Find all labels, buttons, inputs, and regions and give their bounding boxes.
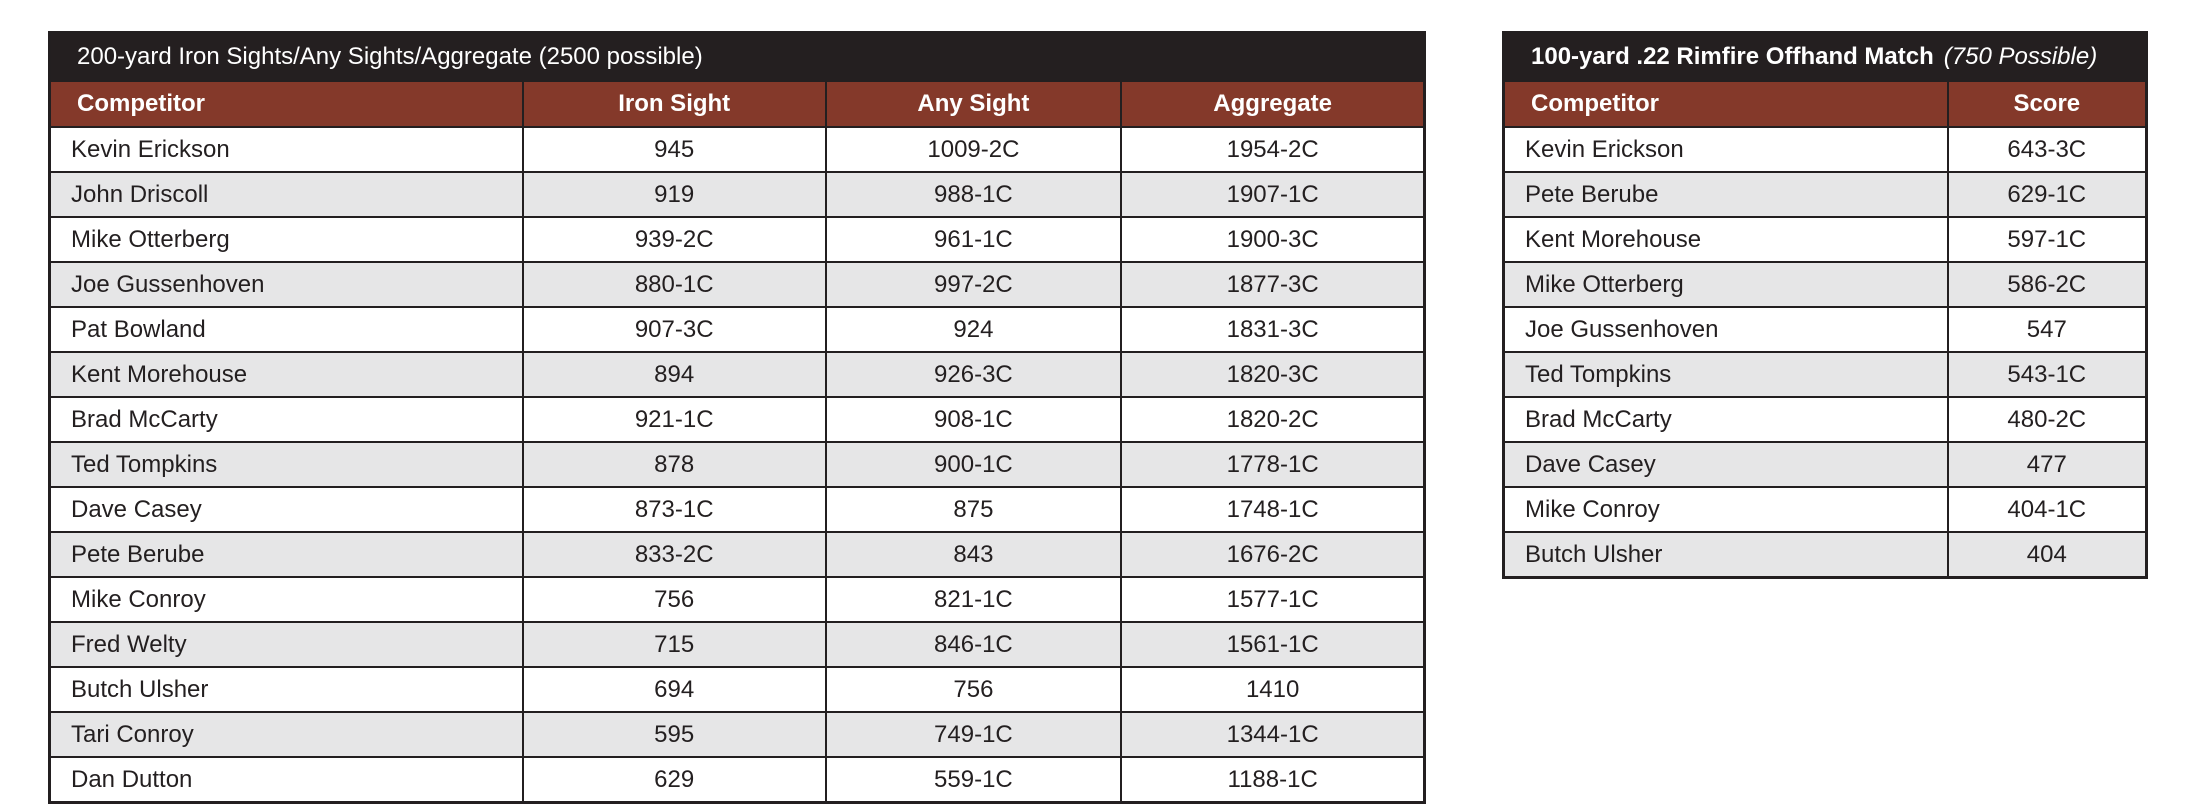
score-value: 404-1C	[1947, 488, 2145, 531]
score-value: 939-2C	[522, 218, 825, 261]
score-value: 1820-2C	[1120, 398, 1423, 441]
competitor-name: Kevin Erickson	[1525, 135, 1684, 163]
score-value: 480-2C	[1947, 398, 2145, 441]
table-row	[1505, 126, 2145, 171]
table-row	[1505, 171, 2145, 216]
competitor-name: John Driscoll	[71, 180, 209, 208]
score-value: 597-1C	[1947, 218, 2145, 261]
table-row	[51, 261, 1423, 306]
table-title-suffix: (750 Possible)	[1943, 43, 2098, 70]
table-row	[51, 126, 1423, 171]
table-row	[1505, 396, 2145, 441]
column-header: Aggregate	[1120, 82, 1423, 126]
score-value: 477	[1947, 443, 2145, 486]
table-row	[51, 621, 1423, 666]
table-row	[1505, 216, 2145, 261]
table-row	[51, 306, 1423, 351]
score-value: 1907-1C	[1120, 173, 1423, 216]
score-value: 878	[522, 443, 825, 486]
table-row	[1505, 441, 2145, 486]
score-value: 1344-1C	[1120, 713, 1423, 756]
score-value: 543-1C	[1947, 353, 2145, 396]
table-row	[51, 711, 1423, 756]
score-value: 945	[522, 128, 825, 171]
score-value: 547	[1947, 308, 2145, 351]
table-row	[51, 576, 1423, 621]
competitor-name: Dave Casey	[71, 495, 202, 523]
column-header: Competitor	[1531, 90, 1659, 117]
results-table-100yard	[1502, 31, 2148, 579]
competitor-name: Tari Conroy	[71, 720, 194, 748]
score-value: 921-1C	[522, 398, 825, 441]
score-value: 1954-2C	[1120, 128, 1423, 171]
score-value: 1561-1C	[1120, 623, 1423, 666]
column-header: Any Sight	[825, 82, 1121, 126]
table-row	[1505, 261, 2145, 306]
score-value: 586-2C	[1947, 263, 2145, 306]
score-value: 907-3C	[522, 308, 825, 351]
score-value: 997-2C	[825, 263, 1121, 306]
table-row	[51, 171, 1423, 216]
competitor-name: Ted Tompkins	[1525, 360, 1672, 388]
score-value: 846-1C	[825, 623, 1121, 666]
table-body	[51, 126, 1423, 801]
competitor-name: Fred Welty	[71, 630, 187, 658]
score-value: 595	[522, 713, 825, 756]
score-value: 894	[522, 353, 825, 396]
table-body	[1505, 126, 2145, 576]
table-row	[51, 486, 1423, 531]
table-title-bar	[51, 34, 1423, 80]
competitor-name: Dave Casey	[1525, 450, 1656, 478]
score-value: 1778-1C	[1120, 443, 1423, 486]
table-title: 100-yard .22 Rimfire Offhand Match	[1531, 43, 1934, 70]
table-row	[51, 666, 1423, 711]
table-row	[1505, 531, 2145, 576]
header-row	[51, 80, 1423, 126]
score-value: 873-1C	[522, 488, 825, 531]
score-value: 1831-3C	[1120, 308, 1423, 351]
score-value: 629	[522, 758, 825, 801]
score-value: 1877-3C	[1120, 263, 1423, 306]
competitor-name: Mike Otterberg	[1525, 270, 1684, 298]
competitor-name: Mike Conroy	[71, 585, 206, 613]
score-value: 875	[825, 488, 1121, 531]
competitor-name: Pete Berube	[1525, 180, 1659, 208]
score-value: 1188-1C	[1120, 758, 1423, 801]
table-row	[51, 441, 1423, 486]
competitor-name: Kevin Erickson	[71, 135, 230, 163]
score-value: 1820-3C	[1120, 353, 1423, 396]
column-header: Iron Sight	[522, 82, 825, 126]
score-value: 1676-2C	[1120, 533, 1423, 576]
score-value: 900-1C	[825, 443, 1121, 486]
competitor-name: Brad McCarty	[1525, 405, 1672, 433]
competitor-name: Mike Conroy	[1525, 495, 1660, 523]
score-value: 821-1C	[825, 578, 1121, 621]
score-value: 559-1C	[825, 758, 1121, 801]
score-value: 1410	[1120, 668, 1423, 711]
score-value: 1900-3C	[1120, 218, 1423, 261]
score-value: 749-1C	[825, 713, 1121, 756]
score-value: 924	[825, 308, 1121, 351]
competitor-name: Joe Gussenhoven	[1525, 315, 1719, 343]
score-value: 629-1C	[1947, 173, 2145, 216]
competitor-name: Butch Ulsher	[1525, 540, 1663, 568]
score-value: 908-1C	[825, 398, 1121, 441]
competitor-name: Kent Morehouse	[1525, 225, 1702, 253]
competitor-name: Butch Ulsher	[71, 675, 209, 703]
score-value: 756	[825, 668, 1121, 711]
score-value: 880-1C	[522, 263, 825, 306]
competitor-name: Dan Dutton	[71, 765, 193, 793]
table-row	[51, 216, 1423, 261]
score-value: 694	[522, 668, 825, 711]
table-row	[51, 756, 1423, 801]
table-row	[1505, 486, 2145, 531]
competitor-name: Brad McCarty	[71, 405, 218, 433]
score-value: 926-3C	[825, 353, 1121, 396]
score-value: 643-3C	[1947, 128, 2145, 171]
table-title: 200-yard Iron Sights/Any Sights/Aggregate (2500 possible)	[77, 43, 703, 70]
header-row	[1505, 80, 2145, 126]
score-value: 988-1C	[825, 173, 1121, 216]
score-value: 919	[522, 173, 825, 216]
column-header: Score	[1947, 82, 2145, 126]
score-value: 961-1C	[825, 218, 1121, 261]
score-value: 1577-1C	[1120, 578, 1423, 621]
table-row	[1505, 351, 2145, 396]
competitor-name: Pete Berube	[71, 540, 205, 568]
competitor-name: Joe Gussenhoven	[71, 270, 265, 298]
table-row	[51, 351, 1423, 396]
score-value: 833-2C	[522, 533, 825, 576]
score-value: 1748-1C	[1120, 488, 1423, 531]
competitor-name: Kent Morehouse	[71, 360, 248, 388]
competitor-name: Mike Otterberg	[71, 225, 230, 253]
competitor-name: Ted Tompkins	[71, 450, 218, 478]
score-value: 756	[522, 578, 825, 621]
table-row	[51, 396, 1423, 441]
score-value: 715	[522, 623, 825, 666]
score-value: 1009-2C	[825, 128, 1121, 171]
table-title-bar	[1505, 34, 2145, 80]
column-header: Competitor	[77, 90, 205, 117]
score-value: 843	[825, 533, 1121, 576]
table-row	[51, 531, 1423, 576]
competitor-name: Pat Bowland	[71, 315, 206, 343]
score-value: 404	[1947, 533, 2145, 576]
results-table-200yard	[48, 31, 1426, 804]
table-row	[1505, 306, 2145, 351]
